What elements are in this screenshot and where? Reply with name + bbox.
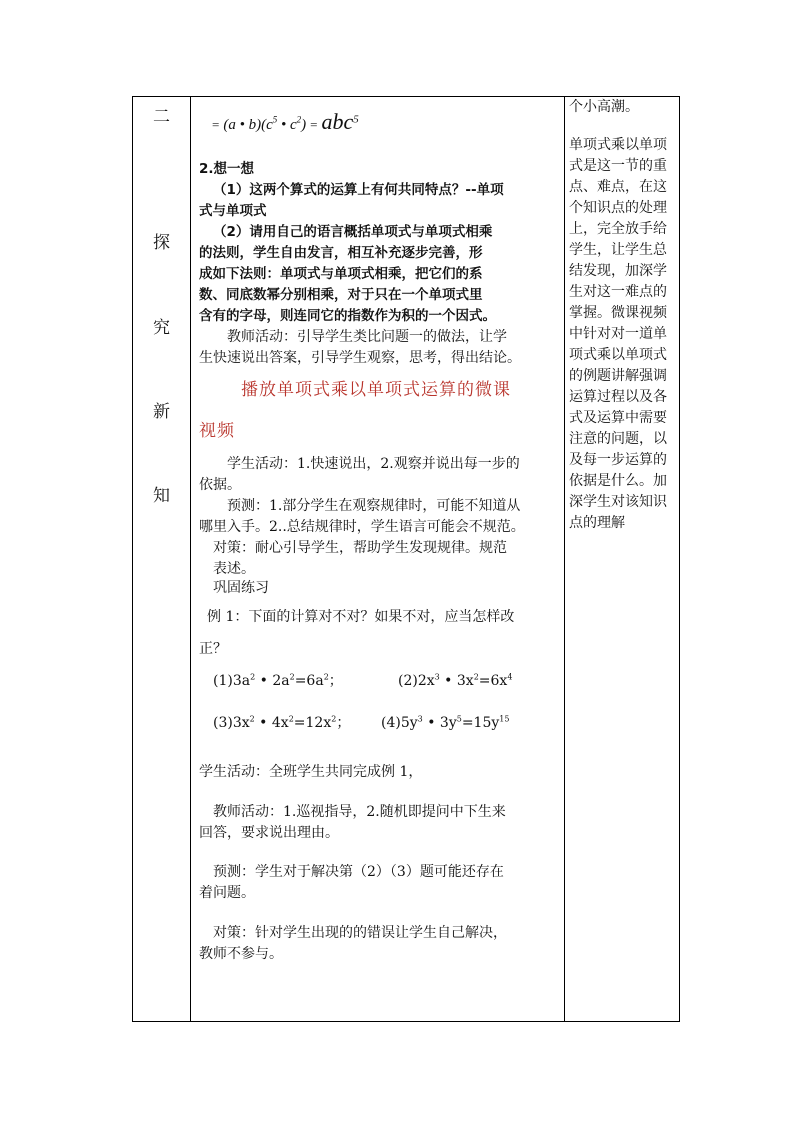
practice-title: 巩固练习 — [213, 580, 269, 596]
prediction-2: 预测：学生对于解决第（2）（3）题可能还存在 — [213, 864, 504, 880]
stage-char: 新 — [153, 402, 170, 422]
exercise-4: $(4)5y^3$ • $3y^5=15y^{15}$ — [381, 714, 510, 731]
student-activity-1-cont: 依据。 — [199, 477, 241, 493]
video-note: 播放单项式乘以单项式运算的微课 — [241, 380, 511, 400]
example-1-cont: 正？ — [199, 641, 227, 657]
notes-top: 个小高潮。 — [569, 99, 639, 115]
column-divider — [564, 97, 565, 1021]
teacher-activity-1: 教师活动：引导学生类比问题一的做法，让学 — [227, 329, 507, 345]
question-2-cont: 含有的字母，则连同它的指数作为积的一个因式。 — [199, 308, 496, 324]
exercise-2: $(2)2x^3$ • $3x^2=6x^4$ — [398, 672, 513, 689]
strategy-2-cont: 教师不参与。 — [199, 946, 283, 962]
question-2-cont: 成如下法则：单项式与单项式相乘，把它们的系 — [199, 266, 483, 282]
stage-char: 知 — [153, 486, 170, 506]
teacher-activity-2-cont: 回答，要求说出理由。 — [199, 825, 339, 841]
lesson-table — [132, 96, 680, 1022]
formula-line: = (a • $b)(c^5$ • $c^2) = abc^5$ — [212, 109, 359, 134]
example-1: 例 1：下面的计算对不对？如果不对，应当怎样改 — [207, 609, 515, 625]
prediction-1-cont: 哪里入手。2..总结规律时，学生语言可能会不规范。 — [199, 519, 525, 535]
stage-char: 二 — [153, 107, 170, 127]
question-1-cont: 式与单项式 — [199, 203, 267, 219]
strategy-1-cont: 表述。 — [213, 561, 255, 577]
strategy-2: 对策：针对学生出现的的错误让学生自己解决， — [213, 925, 507, 941]
exercise-1: $(1)3a^2$ • $2a^2=6a^2$； — [213, 672, 343, 689]
prediction-2-cont: 着问题。 — [199, 885, 255, 901]
stage-column — [133, 97, 190, 1021]
notes-column — [569, 97, 677, 1021]
student-activity-2: 学生活动：全班学生共同完成例 1， — [199, 764, 423, 780]
stage-char: 究 — [153, 318, 170, 338]
strategy-1: 对策：耐心引导学生，帮助学生发现规律。规范 — [213, 540, 507, 556]
teacher-activity-2: 教师活动：1.巡视指导，2.随机即提问中下生来 — [213, 804, 506, 820]
teaching-process-column — [197, 97, 561, 1021]
notes-body: 单项式乘以单项式是这一节的重点、难点，在这个知识点的处理上，完全放手给学生，让学生总结发现，加深学生对这一难点的掌握。微课视频中针对对一道单项式乘以单项式的例题讲解强调运算过程以及各式及运算中需要注意的问题，以及每一步运算的依据是什么。加深学生对该知识点的理解 — [569, 137, 667, 531]
column-divider — [190, 97, 191, 1021]
exercise-3: $(3)3x^2$ • $4x^2=12x^2$； — [213, 714, 351, 731]
video-note-cont: 视频 — [199, 421, 235, 441]
question-2: （2）请用自己的语言概括单项式与单项式相乘 — [213, 224, 493, 240]
prediction-1: 预测：1.部分学生在观察规律时，可能不知道从 — [227, 498, 521, 514]
stage-char: 探 — [153, 233, 170, 253]
think-title: 2.想一想 — [199, 161, 255, 177]
question-2-cont: 数、同底数幂分别相乘，对于只在一个单项式里 — [199, 287, 483, 303]
student-activity-1: 学生活动：1.快速说出，2.观察并说出每一步的 — [227, 456, 520, 472]
question-2-cont: 的法则，学生自由发言，相互补充逐步完善，形 — [199, 245, 483, 261]
question-1: （1）这两个算式的运算上有何共同特点？--单项 — [213, 182, 504, 198]
teacher-activity-1-cont: 生快速说出答案，引导学生观察，思考，得出结论。 — [199, 350, 521, 366]
